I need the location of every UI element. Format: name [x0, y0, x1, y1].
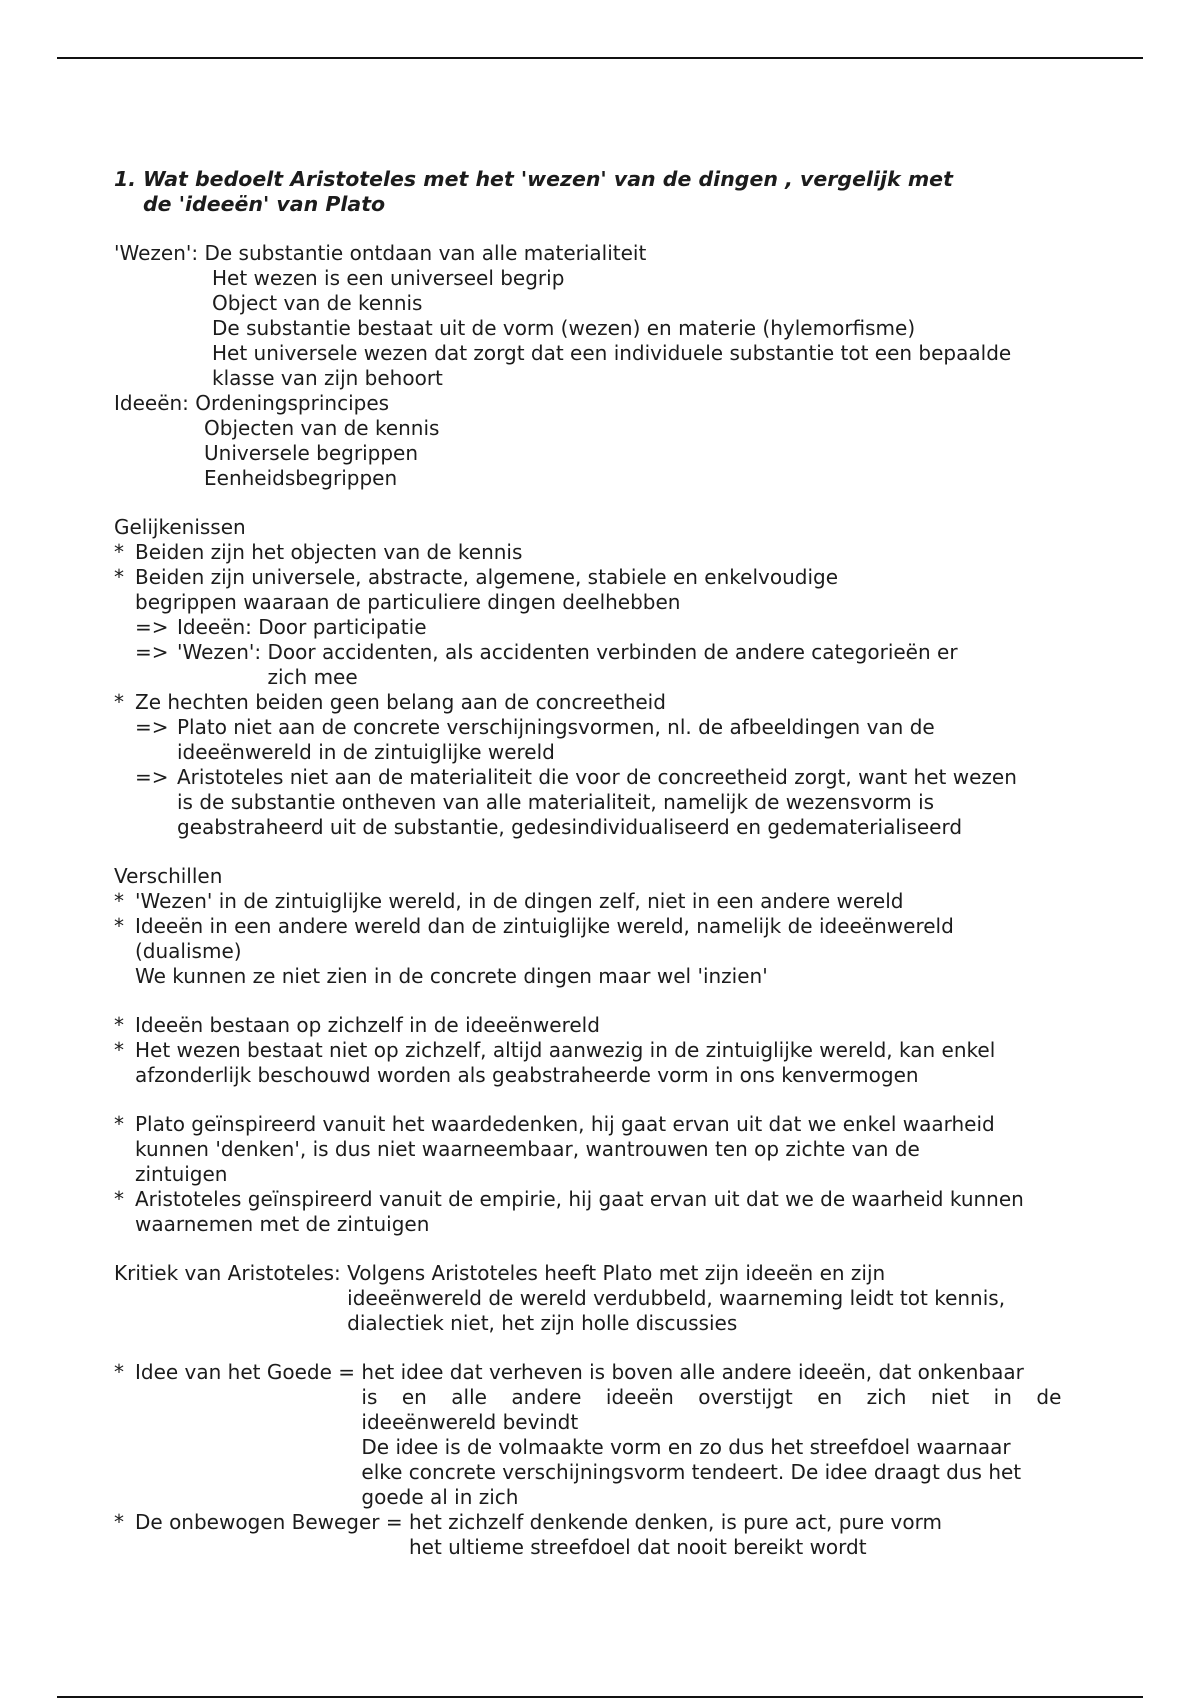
- wezen-line: Het wezen is een universeel begrip: [212, 266, 565, 290]
- gelijkenissen-title: Gelijkenissen: [114, 515, 246, 539]
- kritiek-text: dialectiek niet, het zijn holle discussies: [347, 1311, 738, 1335]
- wezen-block: [114, 241, 1114, 266]
- wezen-label: 'Wezen':: [114, 241, 205, 265]
- arrow-text: Ideeën: Door participatie: [177, 615, 427, 639]
- top-rule: [57, 57, 1143, 59]
- arrow-text: geabstraheerd uit de substantie, gedesindividualiseerd en gedematerialiseerd: [177, 815, 963, 839]
- question-line-2: de 'ideeën' van Plato: [143, 192, 386, 216]
- wezen-line: De substantie ontdaan van alle materialiteit: [204, 241, 647, 265]
- ideeen-line: Eenheidsbegrippen: [204, 466, 398, 490]
- bullet-item: [114, 565, 1114, 615]
- bullet-marker: *: [114, 1360, 124, 1384]
- bullet-item: [114, 1112, 1114, 1187]
- ideeen-line: Universele begrippen: [204, 441, 419, 465]
- arrow-marker: =>: [135, 715, 175, 739]
- spacer: [114, 989, 1114, 1013]
- bullet-item: [114, 690, 1114, 715]
- bullet-marker: *: [114, 1038, 124, 1062]
- bullet-text: Beiden zijn het objecten van de kennis: [135, 540, 523, 564]
- spacer: [114, 1336, 1114, 1360]
- goede-text: is en alle andere ideeën overstijgt en zich niet in de: [361, 1385, 1062, 1409]
- arrow-text: Plato niet aan de concrete verschijningsvormen, nl. de afbeeldingen van de: [177, 715, 935, 739]
- bullet-text: (dualisme): [135, 939, 242, 963]
- bullet-text: Ideeën in een andere wereld dan de zintuiglijke wereld, namelijk de ideeënwereld: [135, 914, 954, 938]
- goede-text: elke concrete verschijningsvorm tendeert. De idee draagt dus het: [361, 1460, 1022, 1484]
- arrow-text: Door accidenten, als accidenten verbinden de andere categorieën er: [267, 640, 958, 664]
- kritiek-text: ideeënwereld de wereld verdubbeld, waarneming leidt tot kennis,: [347, 1286, 1006, 1310]
- ideeen-line: Ordeningsprincipes: [195, 391, 390, 415]
- bullet-text: Aristoteles geïnspireerd vanuit de empirie, hij gaat ervan uit dat we de waarheid kunnen: [135, 1187, 1024, 1211]
- bullet-text: afzonderlijk beschouwd worden als geabstraheerde vorm in ons kenvermogen: [135, 1063, 919, 1087]
- bullet-text: kunnen 'denken', is dus niet waarneembaar, wantrouwen ten op zichte van de: [135, 1137, 920, 1161]
- goede-text: De idee is de volmaakte vorm en zo dus het streefdoel waarnaar: [361, 1435, 1011, 1459]
- ideeen-label: Ideeën:: [114, 391, 196, 415]
- arrow-marker: =>: [135, 640, 175, 664]
- goede-label: Idee van het Goede =: [135, 1360, 362, 1384]
- question-heading: [114, 167, 1114, 217]
- bullet-text: zintuigen: [135, 1162, 228, 1186]
- goede-text: het idee dat verheven is boven alle andere ideeën, dat onkenbaar: [361, 1360, 1024, 1384]
- arrow-marker: =>: [135, 615, 175, 639]
- arrow-text: zich mee: [267, 665, 358, 689]
- arrow-marker: =>: [135, 765, 175, 789]
- question-line-1: Wat bedoelt Aristoteles met het 'wezen' van de dingen , vergelijk met: [143, 167, 953, 191]
- wezen-line: Object van de kennis: [212, 291, 423, 315]
- spacer: [114, 217, 1114, 241]
- spacer: [114, 1088, 1114, 1112]
- bullet-marker: *: [114, 690, 124, 714]
- arrow-item: [114, 640, 1114, 690]
- bullet-text: We kunnen ze niet zien in de concrete dingen maar wel 'inzien': [135, 964, 768, 988]
- spacer: [114, 1237, 1114, 1261]
- bullet-item: [114, 1187, 1114, 1237]
- bullet-text: Beiden zijn universele, abstracte, algemene, stabiele en enkelvoudige: [135, 565, 839, 589]
- ideeen-block: [114, 391, 1114, 416]
- bullet-text: Ze hechten beiden geen belang aan de concreetheid: [135, 690, 666, 714]
- wezen-line: De substantie bestaat uit de vorm (wezen) en materie (hylemorfisme): [212, 316, 916, 340]
- bullet-marker: *: [114, 914, 124, 938]
- bullet-text: Plato geïnspireerd vanuit het waardedenken, hij gaat ervan uit dat we enkel waarheid: [135, 1112, 995, 1136]
- wezen-line: klasse van zijn behoort: [212, 366, 443, 390]
- bullet-item: [114, 889, 1114, 914]
- ideeen-line: Objecten van de kennis: [204, 416, 440, 440]
- arrow-item: [114, 615, 1114, 640]
- document-body: [114, 167, 1114, 1560]
- arrow-label: 'Wezen':: [177, 640, 268, 664]
- bullet-marker: *: [114, 540, 124, 564]
- kritiek-label: Kritiek van Aristoteles:: [114, 1261, 348, 1285]
- bullet-marker: *: [114, 889, 124, 913]
- beweger-label: De onbewogen Beweger =: [135, 1510, 409, 1534]
- arrow-text: is de substantie ontheven van alle materialiteit, namelijk de wezensvorm is: [177, 790, 935, 814]
- bullet-text: waarnemen met de zintuigen: [135, 1212, 430, 1236]
- bullet-text: Het wezen bestaat niet op zichzelf, altijd aanwezig in de zintuiglijke wereld, kan enkel: [135, 1038, 996, 1062]
- bullet-item: [114, 540, 1114, 565]
- arrow-text: Aristoteles niet aan de materialiteit die voor de concreetheid zorgt, want het wezen: [177, 765, 1017, 789]
- arrow-item: [114, 715, 1114, 765]
- bullet-marker: *: [114, 1112, 124, 1136]
- goede-text: ideeënwereld bevindt: [361, 1410, 579, 1434]
- bullet-item: [114, 1013, 1114, 1038]
- question-number: 1.: [114, 167, 137, 191]
- bullet-text: begrippen waaraan de particuliere dingen deelhebben: [135, 590, 681, 614]
- wezen-line: Het universele wezen dat zorgt dat een individuele substantie tot een bepaalde: [212, 341, 1012, 365]
- bullet-item: [114, 1038, 1114, 1088]
- bullet-text: Ideeën bestaan op zichzelf in de ideeënwereld: [135, 1013, 600, 1037]
- bullet-item: [114, 914, 1114, 989]
- kritiek-block: [114, 1261, 1114, 1336]
- goede-text: goede al in zich: [361, 1485, 519, 1509]
- bottom-rule: [57, 1696, 1143, 1698]
- bullet-text: 'Wezen' in de zintuiglijke wereld, in de dingen zelf, niet in een andere wereld: [135, 889, 904, 913]
- beweger-text: het zichzelf denkende denken, is pure act, pure vorm: [408, 1510, 942, 1534]
- kritiek-text: Volgens Aristoteles heeft Plato met zijn ideeën en zijn: [347, 1261, 886, 1285]
- verschillen-title: Verschillen: [114, 864, 223, 888]
- spacer: [114, 840, 1114, 864]
- bullet-marker: *: [114, 1187, 124, 1211]
- bullet-marker: *: [114, 1510, 124, 1534]
- beweger-text: het ultieme streefdoel dat nooit bereikt wordt: [408, 1535, 867, 1559]
- bullet-marker: *: [114, 565, 124, 589]
- bullet-marker: *: [114, 1013, 124, 1037]
- beweger-item: [114, 1510, 1114, 1560]
- arrow-text: ideeënwereld in de zintuiglijke wereld: [177, 740, 555, 764]
- goede-item: [114, 1360, 1114, 1510]
- spacer: [114, 491, 1114, 515]
- arrow-item: [114, 765, 1114, 840]
